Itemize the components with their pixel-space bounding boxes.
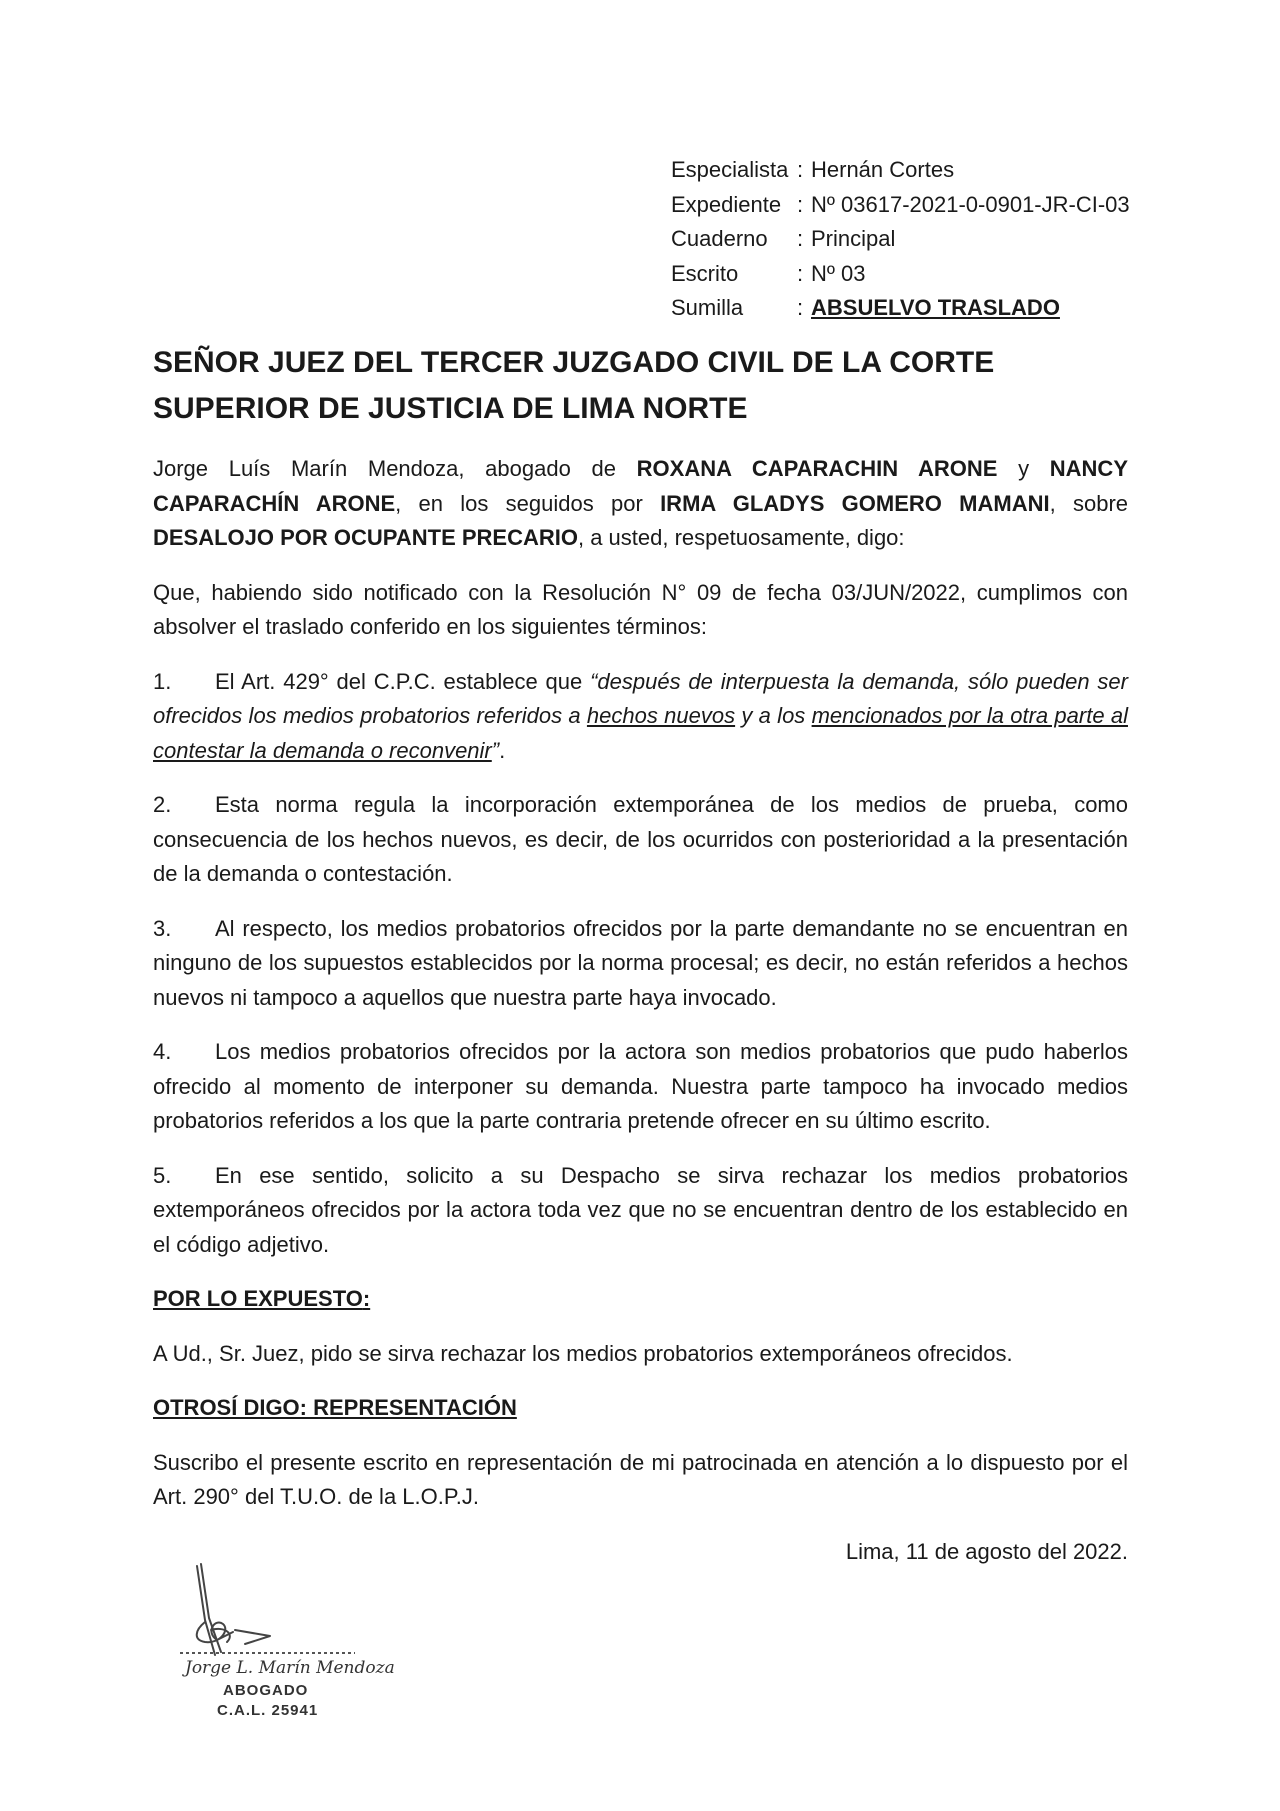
header-row-expediente: Expediente : Nº 03617-2021-0-0901-JR-CI-03: [671, 188, 1130, 223]
stamp-cal: C.A.L. 25941: [217, 1702, 319, 1719]
numbered-paragraph-5: 5. En ese sentido, solicito a su Despacho se sirva rechazar los medios probatorios extemporáneos ofrecidos por la actora toda vez que no se encuentran dentro de los establecido en el código adjetivo.: [153, 1162, 1128, 1257]
expediente-value: Nº 03617-2021-0-0901-JR-CI-03: [811, 191, 1130, 217]
cuaderno-value: Principal: [811, 226, 896, 251]
header-row-sumilla: Sumilla : ABSUELVO TRASLADO: [671, 291, 1130, 326]
stamp-name: Jorge L. Marín Mendoza: [185, 1658, 395, 1678]
header-row-escrito: Escrito : Nº 03: [671, 257, 1130, 292]
signature-stamp: [175, 1560, 395, 1730]
header-row-especialista: Especialista : Hernán Cortes: [671, 153, 1130, 188]
numbered-paragraph-1: 1. El Art. 429° del C.P.C. establece que “después de interpuesta la demanda, sólo pueden ser ofrecidos los medios probatorios referidos a hechos nuevos y a los mencionados por la otra parte al contestar la demanda o reconvenir”.: [153, 668, 1128, 763]
por-lo-expuesto-heading: POR LO EXPUESTO:: [153, 1286, 371, 1311]
stamp-role: ABOGADO: [223, 1682, 309, 1699]
otrosi-text: Suscribo el presente escrito en representación de mi patrocinada en atención a lo dispuesto por el Art. 290° del T.U.O. de la L.O.P.J.: [153, 1449, 1128, 1509]
header-row-cuaderno: Cuaderno : Principal: [671, 222, 1130, 257]
document-title: SEÑOR JUEZ DEL TERCER JUZGADO CIVIL DE LA CORTE SUPERIOR DE JUSTICIA DE LIMA NORTE: [153, 346, 995, 425]
case-header: [671, 153, 1130, 326]
numbered-paragraph-4: 4. Los medios probatorios ofrecidos por la actora son medios probatorios que pudo haberlos ofrecido al momento de interponer su demanda. Nuestra parte tampoco ha invocado medios probatorios referidos a los que la parte contraria pretende ofrecer en su último escrito.: [153, 1039, 1128, 1133]
especialista-value: Hernán Cortes: [811, 157, 955, 182]
date-line: Lima, 11 de agosto del 2022.: [845, 1538, 1128, 1564]
que-paragraph: Que, habiendo sido notificado con la Resolución N° 09 de fecha 03/JUN/2022, cumplimos con absolver el traslado conferido en los siguientes términos:: [153, 579, 1128, 639]
por-lo-expuesto-text: A Ud., Sr. Juez, pido se sirva rechazar los medios probatorios extemporáneos ofrecidos.: [153, 1340, 1013, 1366]
numbered-paragraph-2: 2. Esta norma regula la incorporación extemporánea de los medios de prueba, como consecuencia de los hechos nuevos, es decir, de los ocurridos con posterioridad a la presentación de la demanda o contestación.: [153, 792, 1128, 886]
document-body: [153, 340, 1128, 1569]
numbered-paragraph-3: 3. Al respecto, los medios probatorios ofrecidos por la parte demandante no se encuentran en ninguno de los supuestos establecidos por la norma procesal; es decir, no están referidos a hechos nuevos ni tampoco a aquellos que nuestra parte haya invocado.: [153, 915, 1128, 1010]
otrosi-heading: OTROSÍ DIGO: REPRESENTACIÓN: [153, 1395, 517, 1420]
sumilla-value: ABSUELVO TRASLADO: [811, 295, 1060, 320]
intro-paragraph: Jorge Luís Marín Mendoza, abogado de ROXANA CAPARACHIN ARONE y NANCY CAPARACHÍN ARONE, en los seguidos por IRMA GLADYS GOMERO MAMANI, sobre DESALOJO POR OCUPANTE PRECARIO, a usted, respetuosamente, digo:: [153, 456, 1129, 550]
escrito-value: Nº 03: [811, 260, 866, 286]
